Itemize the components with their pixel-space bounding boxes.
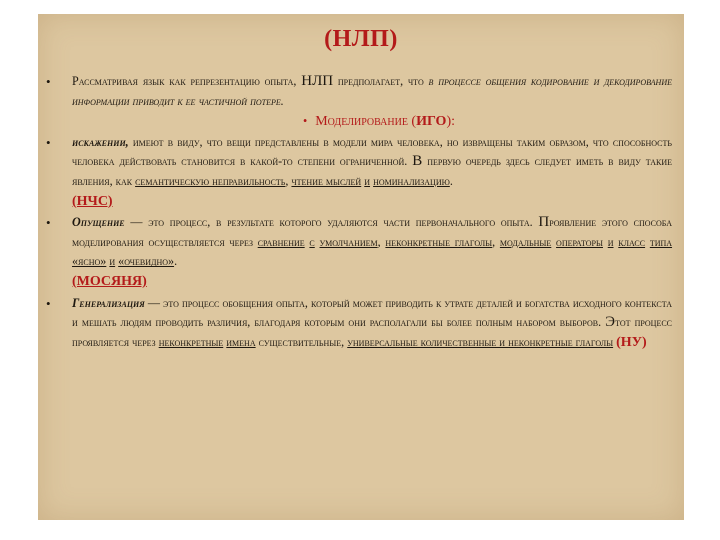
slide [38, 14, 684, 520]
bullet-icon: • [303, 114, 308, 129]
slide-content [46, 72, 672, 352]
bullet-icon: • [46, 74, 51, 89]
distortion-term: искажении, [72, 134, 129, 149]
omission-text-2: П [538, 214, 550, 231]
modeling-end: ): [446, 114, 455, 130]
bullet-icon: • [46, 295, 51, 311]
distortion-text-2: В [412, 153, 423, 170]
omission-link-9: типа [649, 234, 673, 249]
omission-term: Опущение [72, 215, 125, 230]
generalization-text-1: — это процесс обобщения опыта, который может приводить к утрате деталей и богатства исходного контекста и мешать людям проводить различия, благодаря которым они располагали бы более полным набором выборов. [72, 295, 672, 330]
omission-link-11: и [109, 254, 116, 269]
modeling-code: ИГО [416, 114, 447, 130]
distortion-link-4: номинализацию [373, 173, 450, 188]
modeling-heading [46, 112, 672, 132]
slide-title: (НЛП) [324, 26, 398, 52]
omission-link-7: и [607, 234, 614, 249]
distortion-sep-4: . [449, 173, 453, 188]
generalization-text-3: тот процесс проявляется через [72, 315, 673, 349]
distortion-link-2: чтение мыслей [291, 173, 362, 188]
bullet-icon: • [46, 215, 51, 231]
modeling-label: Моделирование ( [315, 114, 417, 130]
omission-sep-12: . [174, 254, 178, 269]
omission-link-4: неконкретные глаголы [385, 234, 493, 249]
omission-link-5: модальные [499, 234, 552, 249]
omission-text-1: — это процесс, в результате которого удаляются части первоначального опыта. [124, 215, 539, 230]
omission-link-10: «ясно» [72, 254, 107, 269]
omission-sep-3: , [377, 234, 386, 249]
omission-link-12: «очевидно» [118, 254, 175, 269]
omission-paragraph [46, 213, 672, 291]
distortion-code: (НЧС) [72, 193, 113, 209]
generalization-code: (НУ) [616, 334, 647, 350]
intro-text-2: предполагает, что [333, 74, 429, 88]
omission-link-1: сравнение [257, 234, 305, 249]
omission-link-6: операторы [556, 234, 603, 249]
omission-sep-4: , [492, 234, 500, 249]
intro-nlp: НЛП [301, 73, 334, 89]
distortion-paragraph [46, 133, 672, 211]
distortion-link-1: семантическую неправильность [135, 173, 286, 188]
generalization-link-3: универсальные количественные и неконкретные глаголы [347, 334, 614, 349]
generalization-paragraph [46, 294, 672, 353]
distortion-text-1: имеют в виду, что вещи представлены в модели мира человека, но извращены таким образом, что способность человека действовать становится в какой-то степени ограниченной. [72, 134, 672, 169]
generalization-link-1: неконкретные [158, 334, 224, 349]
omission-text-3: роявление этого способа моделирования осуществляется через [72, 215, 673, 249]
generalization-link-2: имена [226, 334, 256, 349]
omission-link-8: класс [618, 234, 646, 249]
intro-text-3: в процессе общения кодирование и декодирование информации приводит к ее частичной потере. [72, 74, 673, 108]
generalization-term: Генерализация [72, 295, 145, 310]
distortion-sep-1: , [285, 173, 292, 188]
distortion-text-3: первую очередь здесь следует иметь в виду такие явления, как [72, 154, 672, 188]
generalization-text-2: Э [605, 314, 616, 331]
omission-code: (МОСЯНЯ) [72, 273, 147, 289]
intro-paragraph [46, 72, 672, 111]
intro-text-1: Рассматривая язык как репрезентацию опыта, [72, 74, 302, 88]
distortion-link-3: и [364, 173, 371, 188]
omission-link-2: с [309, 234, 315, 249]
generalization-sep-2: существительные, [255, 334, 348, 349]
omission-link-3: умолчанием [319, 234, 378, 249]
bullet-icon: • [46, 134, 51, 150]
